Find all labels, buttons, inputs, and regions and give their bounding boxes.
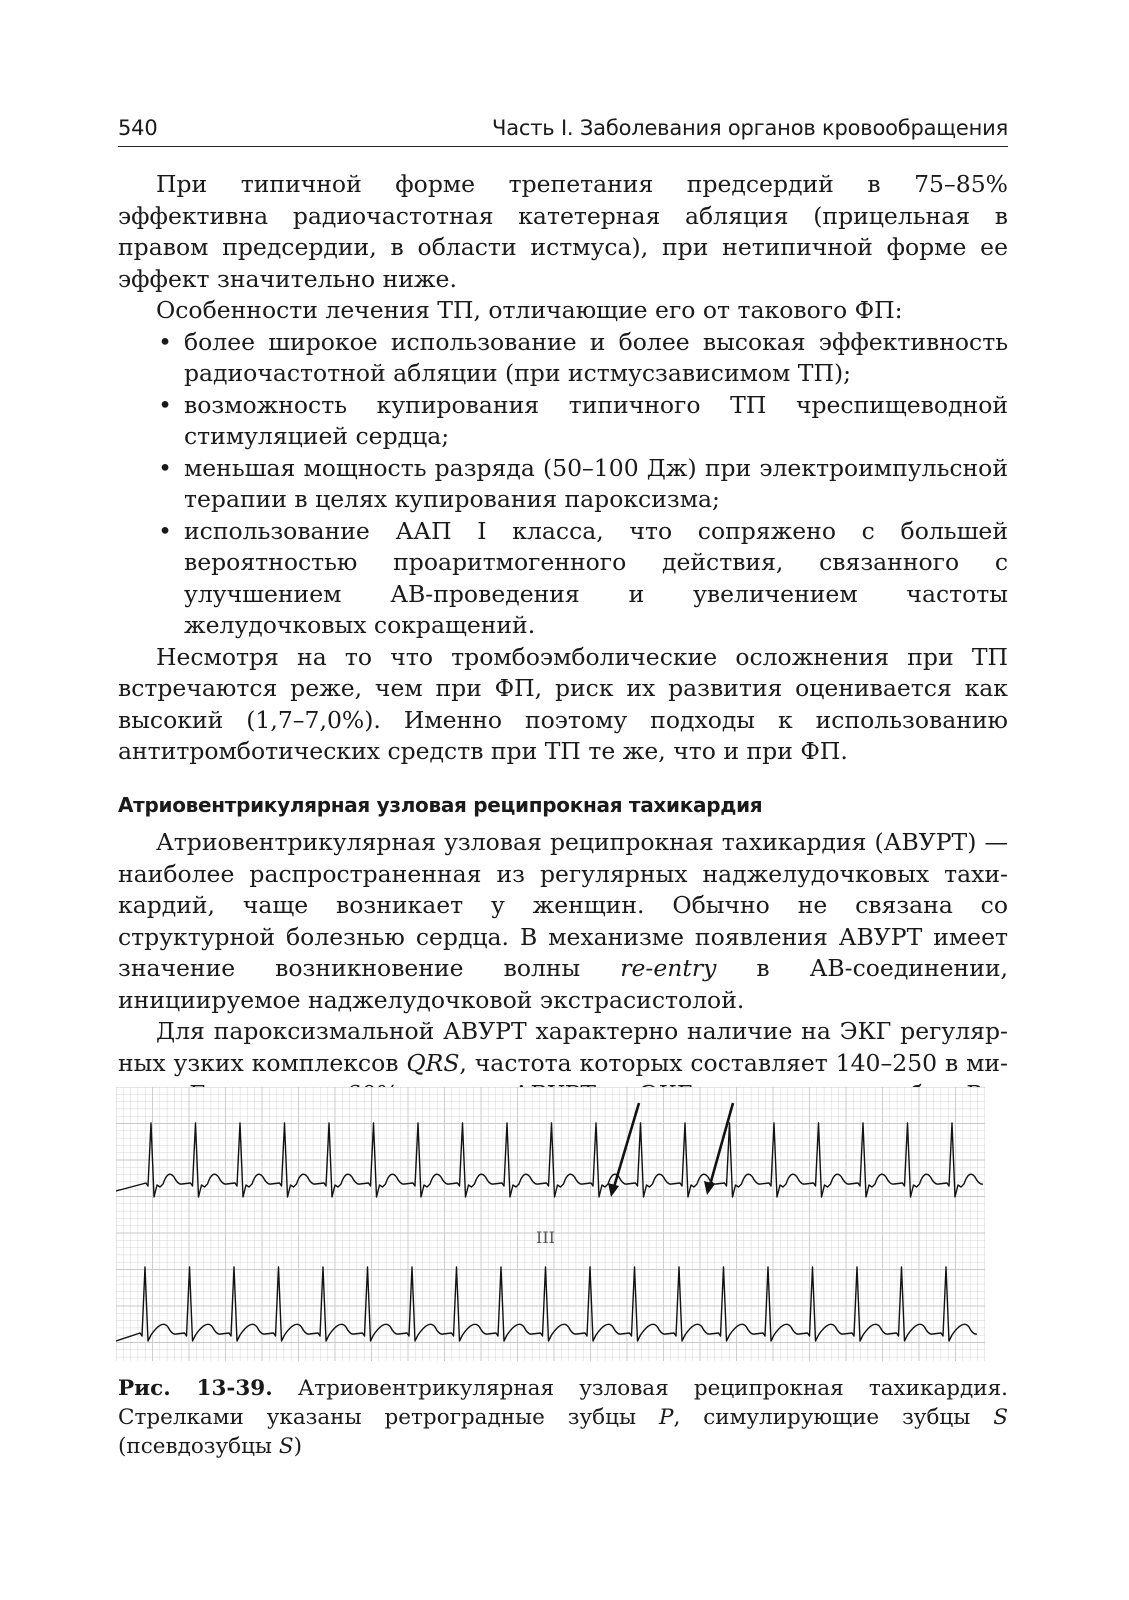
p4-italic: re-entry (620, 954, 717, 982)
p4-text-b: в АВ-соединении, инициируемое наджелудочковой экстрасистолой. (118, 954, 1009, 1014)
bullet-item (118, 390, 1008, 453)
bullet-dot: • (158, 327, 172, 356)
bullet-dot: • (158, 390, 172, 419)
caption-italic-1: P (659, 1405, 674, 1430)
bullet-item (118, 327, 1008, 390)
bullet-item (118, 453, 1008, 516)
bullet-dot: • (158, 516, 172, 545)
ecg-figure (116, 1087, 985, 1361)
paragraph-1: При типичной форме трепетания предсердий в 75–85% эффективна радиочастотная катетерная абляция (прицельная в правом предсердии, в области истмуса), при нетипичной форме ее эффект значительно ниже. (118, 170, 1008, 293)
paragraph-4 (118, 827, 1008, 1016)
bullet-text: использование ААП I класса, что сопряжено с большей вероятностью проаритмогенного действия, связанного с улучшением АВ-проведения и увеличением частоты желудочковых сокращений. (184, 516, 1008, 639)
page-number: 540 (118, 116, 158, 140)
running-title: Часть I. Заболевания органов кровообращения (492, 116, 1008, 140)
figure-label: Рис. 13-39. (118, 1376, 273, 1401)
p4-text-a: Атриовентрикулярная узловая реципрокная тахикардия (АВУРТ) — наиболее распространенная из регулярных наджелудочковых тахикардий, чаще возникает у женщин. Обычно не связана со структурной болезнью сердца. В механизме появления АВУРТ имеет значение возникновение волны (118, 828, 1008, 982)
caption-italic-2: S (993, 1405, 1008, 1430)
p5-text-b: , частота которых составляет 140–250 в ми (459, 1048, 1008, 1077)
page (118, 106, 1008, 1111)
caption-italic-3: S (278, 1434, 294, 1459)
bullet-text: более широкое использование и более высокая эффективность радиочастотной абляции (при истмусзависимом ТП); (184, 327, 1008, 387)
figure-caption (118, 1374, 1008, 1461)
bullet-list (118, 327, 1008, 642)
paragraph-2: Особенности лечения ТП, отличающие его от такового ФП: (156, 296, 903, 324)
caption-text-1: Атриовентрикулярная узловая реципрокная тахикардия. Стрелками указаны ретроградные зубцы (118, 1376, 1008, 1430)
p5-italic-qrs: QRS (406, 1048, 460, 1077)
caption-text-3: (псевдозубцы (118, 1434, 279, 1459)
page-header (118, 106, 1008, 147)
section-heading: Атриовентрикулярная узловая реципрокная тахикардия (118, 792, 763, 817)
bullet-text: возможность купирования типичного ТП чреспищеводной стимуляцией сердца; (184, 390, 1008, 450)
paragraph-3: Несмотря на то что тромбоэмболические осложнения при ТП встречаются реже, чем при ФП, риск их развития оценивается как высокий (1,7–7,0%). Именно поэтому подходы к использованию антитромботических средств при ТП те же, что и при ФП. (118, 642, 1008, 765)
ecg-strip (116, 1087, 985, 1361)
bullet-dot: • (158, 453, 172, 482)
caption-text-2: , симулирующие зубцы (673, 1405, 994, 1430)
p5-text-a: Для пароксизмальной АВУРТ характерно наличие на ЭКГ регулярных узких комплексов (118, 1017, 1008, 1077)
bullet-text: меньшая мощность разряда (50–100 Дж) при электроимпульсной терапии в целях купирования пароксизма; (184, 453, 1008, 513)
bullet-item (118, 516, 1008, 642)
body-text (118, 169, 1008, 1111)
caption-text-4: ) (293, 1434, 302, 1459)
lead-label: III (536, 1228, 555, 1247)
